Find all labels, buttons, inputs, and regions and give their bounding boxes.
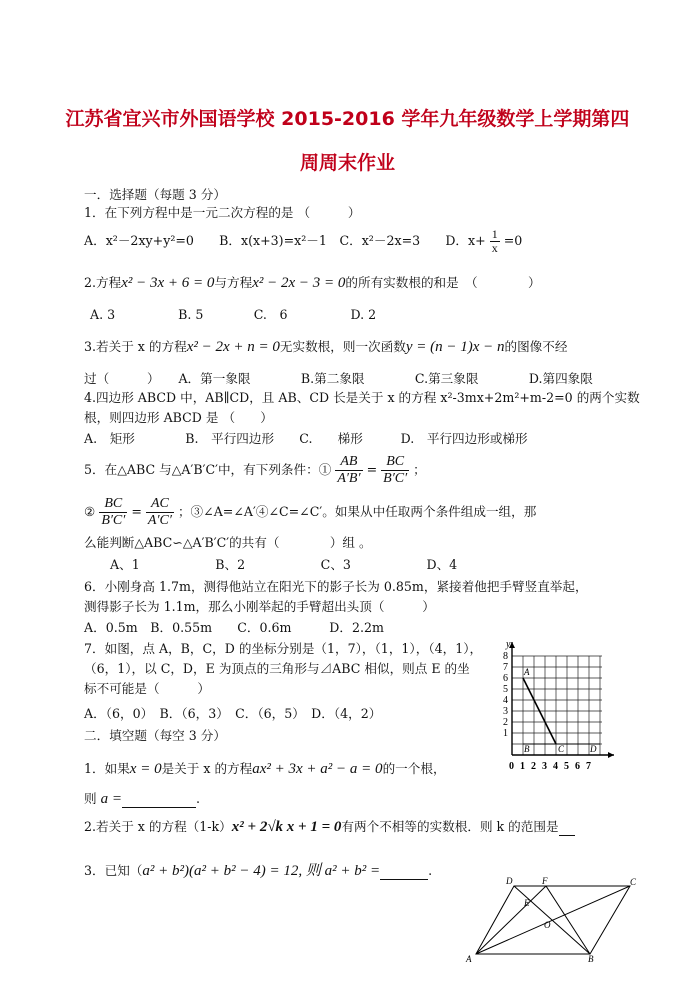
fraction-numerator: 1	[491, 227, 498, 241]
fraction-denominator: x	[491, 241, 498, 255]
point-label-o: O	[544, 920, 551, 930]
y-tick: 1	[503, 728, 508, 739]
question-5-line2: ② $\frac{BC}{B'C'}$ = $\frac{AC}{A'C'}$ ；③∠A=∠A′④∠C=∠C′。如果从中任取两个条件组成一组，那	[84, 496, 537, 528]
question-6-line2: 测得影子长为 1.1m，那么小刚举起的手臂超出头顶（ ）	[84, 599, 435, 614]
question-1-options	[84, 228, 522, 255]
text: 3．已知（	[84, 863, 143, 878]
equation: x² − 3x + 6 = 0	[121, 275, 215, 291]
text: 的所有实数根的和是 （ ）	[345, 275, 541, 290]
figure-lines	[476, 886, 630, 954]
options-tail: =0	[503, 233, 523, 248]
text: ②	[84, 504, 96, 519]
equation: x = 0	[129, 761, 162, 777]
question-6-line1: 6．小刚身高 1.7m，测得他站立在阳光下的影子长为 0.85m，紧接着他把手臂竖直举起，	[84, 579, 588, 594]
x-tick: 3	[542, 761, 547, 772]
equation: a =	[100, 791, 122, 807]
answer-blank[interactable]	[380, 865, 428, 880]
y-tick-labels	[503, 651, 508, 739]
section-heading: 一．选择题（每题 3 分）	[84, 187, 226, 202]
point-label-d: D	[590, 744, 597, 754]
point-label-e: E	[524, 898, 530, 908]
equation: x² + 2√k x + 1 = 0	[231, 819, 342, 835]
equation: a² + b²)(a² + b² − 4) = 12, 则 a² + b² =	[142, 863, 381, 879]
y-tick: 3	[503, 706, 508, 717]
question-7-line1: 7．如图，点 A，B，C，D 的坐标分别是（1，7），（1，1），（4，1），	[84, 641, 483, 656]
text: 2.若关于 x 的方程（1-k）	[84, 819, 232, 834]
equation: x² − 2x − 3 = 0	[252, 275, 346, 291]
answer-blank[interactable]	[559, 821, 575, 836]
x-tick: 0	[509, 761, 514, 772]
text: .	[195, 791, 200, 806]
fill-question-1	[84, 760, 446, 778]
section-heading-2: 二．填空题（每空 3 分）	[84, 728, 226, 743]
question-7-line2: （6，1），以 C，D，E 为顶点的三角形与⊿ABC 相似，则点 E 的坐	[84, 661, 470, 676]
text: 5．在△ABC 与△A′B′C′中，有下列条件：①	[84, 462, 332, 477]
y-tick: 7	[503, 662, 508, 673]
fill-question-3	[84, 862, 432, 880]
question-5-line1: 5．在△ABC 与△A′B′C′中，有下列条件：① $\frac{AB}{A'B'}$ = $\frac{BC}{B'C'}$ ；	[84, 454, 426, 486]
options-text: A．x²－2xy+y²=0 B．x(x+3)=x²－1 C．x²－2x=3 D．x+	[84, 233, 486, 248]
x-tick: 5	[564, 761, 569, 772]
fraction-denominator: A′B′	[337, 471, 361, 486]
point-label-b: B	[524, 744, 530, 754]
question-4-line2: 根，则四边形 ABCD 是 （ ）	[84, 410, 273, 425]
question-7-options: A．（6，0） B．（6，3） C．（6，5） D．（4，2）	[84, 706, 382, 721]
question-2-stem	[84, 274, 541, 292]
text: 1．如果	[84, 761, 130, 776]
fraction-denominator: B′C′	[101, 513, 126, 528]
text: ；③∠A=∠A′④∠C=∠C′。如果从中任取两个条件组成一组，那	[177, 504, 537, 519]
question-3-options: 过（ ） A．第一象限 B.第二象限 C.第三象限 D.第四象限	[84, 371, 593, 386]
question-4-line1: 4.四边形 ABCD 中，AB∥CD，且 AB、CD 长是关于 x 的方程 x²-3mx+2m²+m-2=0 的两个实数	[84, 390, 640, 405]
question-5-options: A、1 B、2 C、3 D、4	[110, 557, 458, 572]
page-title-line2: 周周末作业	[299, 152, 395, 174]
fraction-denominator: A′C′	[147, 513, 172, 528]
fraction-denominator: B′C′	[383, 471, 408, 486]
y-tick: 5	[503, 684, 508, 695]
text: 无实数根，则一次函数	[279, 339, 406, 354]
fraction	[99, 496, 127, 529]
fraction	[490, 228, 500, 255]
x-axis-arrow-icon	[608, 752, 614, 758]
text: 的图像不经	[504, 339, 568, 354]
point-label-c: C	[558, 744, 565, 754]
fraction	[381, 454, 409, 487]
point-label-c: C	[630, 877, 637, 887]
equation: ax² + 3x + a² − a = 0	[252, 761, 383, 777]
fill-question-2	[84, 818, 575, 836]
point-label-d: D	[506, 876, 513, 886]
equation: x² − 2x + n = 0	[186, 339, 280, 355]
text: 则	[84, 791, 97, 806]
fill-question-1-answer	[84, 790, 200, 808]
question-4-options: A. 矩形 B. 平行四边形 C. 梯形 D. 平行四边形或梯形	[84, 431, 528, 446]
text: ；	[413, 462, 426, 477]
fraction-numerator: BC	[99, 496, 127, 513]
fraction	[146, 496, 174, 529]
figure-labels	[465, 876, 637, 964]
question-5-line3: 么能判断△ABC∽△A′B′C′的共有（ ）组 。	[84, 535, 372, 550]
point-label-b: B	[588, 954, 594, 964]
question-7-line3: 标不可能是（ ）	[84, 681, 210, 696]
point-label-f: F	[542, 876, 548, 886]
y-tick: 4	[503, 695, 508, 706]
question-3-stem	[84, 338, 567, 356]
y-tick: 6	[503, 673, 508, 684]
text: 与方程	[214, 275, 253, 290]
x-tick: 7	[586, 761, 591, 772]
x-tick: 6	[575, 761, 580, 772]
fraction-numerator: BC	[381, 454, 409, 471]
equation: y = (n − 1)x − n	[405, 339, 505, 355]
fraction-numerator: AC	[146, 496, 174, 513]
text: 3.若关于 x 的方程	[84, 339, 187, 354]
x-tick: 1	[520, 761, 525, 772]
x-tick: 4	[553, 761, 558, 772]
text: 有两个不相等的实数根．则 k 的范围是	[341, 819, 559, 834]
question-1-stem: 1．在下列方程中是一元二次方程的是 （ ）	[84, 205, 361, 220]
text: .	[428, 863, 433, 878]
x-tick-labels	[509, 761, 591, 772]
text: 的一个根，	[382, 761, 446, 776]
x-tick: 2	[531, 761, 536, 772]
y-tick: 2	[503, 717, 508, 728]
parallelogram-figure	[462, 876, 652, 966]
fraction	[335, 454, 362, 487]
page-title: 江苏省宜兴市外国语学校 2015-2016 学年九年级数学上学期第四	[65, 108, 630, 130]
y-axis-label: y	[506, 639, 511, 650]
fraction-numerator: AB	[335, 454, 362, 471]
question-6-options: A．0.5m B．0.55m C．0.6m D．2.2m	[84, 620, 384, 635]
answer-blank[interactable]	[122, 793, 196, 808]
text: 是关于 x 的方程	[161, 761, 253, 776]
question-2-options: A. 3 B. 5 C. 6 D. 2	[90, 307, 377, 322]
point-label-a: A	[466, 954, 472, 964]
y-tick: 8	[503, 651, 508, 662]
text: 2.方程	[84, 275, 122, 290]
coordinate-grid-figure	[502, 638, 632, 778]
point-label-a: A	[524, 667, 530, 677]
